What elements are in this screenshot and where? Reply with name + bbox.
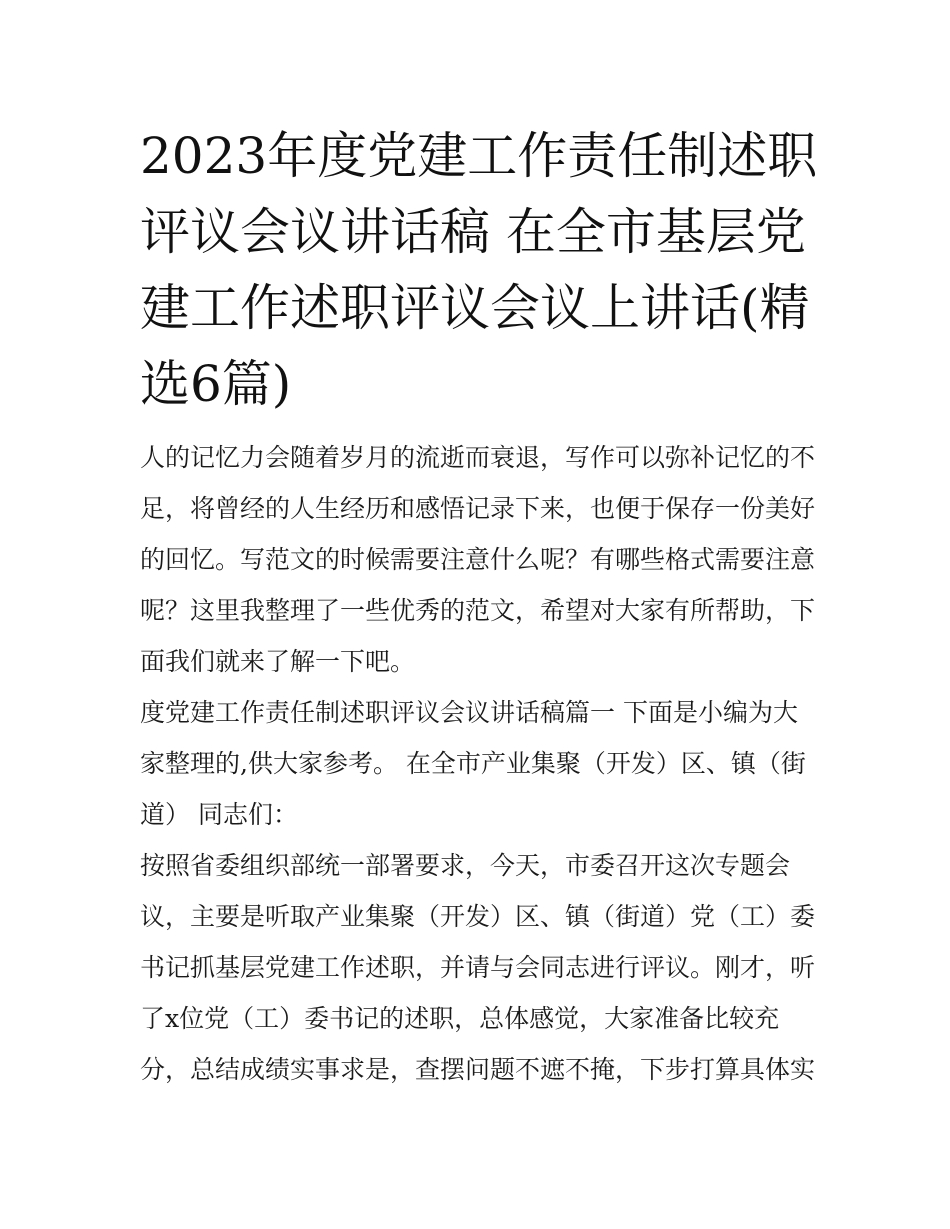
document-body (140, 432, 818, 1095)
section-heading-paragraph: 度党建工作责任制述职评议会议讲话稿篇一 下面是小编为大家整理的,供大家参考。 在全市产业集聚（开发）区、镇（街道） 同志们： (140, 698, 806, 829)
speech-paragraph: 按照省委组织部统一部署要求，今天，市委召开这次专题会议，主要是听取产业集聚（开发）区、镇（街道）党（工）委书记抓基层党建工作述职，并请与会同志进行评议。刚才，听了x位党（工）委书记的述职，总体感觉，大家准备比较充分，总结成绩实事求是，查摆问题不遮不掩，下步打算具体实 (140, 851, 816, 1084)
document-title: 2023年度党建工作责任制述职评议会议讲话稿 在全市基层党建工作述职评议会议上讲话(精选6篇) (140, 127, 818, 413)
intro-paragraph: 人的记忆力会随着岁月的流逝而衰退，写作可以弥补记忆的不足，将曾经的人生经历和感悟记录下来，也便于保存一份美好的回忆。写范文的时候需要注意什么呢？有哪些格式需要注意呢？这里我整理了一些优秀的范文，希望对大家有所帮助，下面我们就来了解一下吧。 (140, 443, 816, 676)
